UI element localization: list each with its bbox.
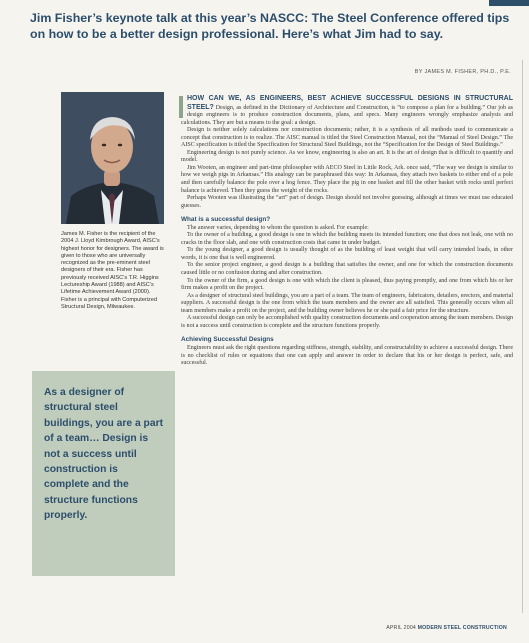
dropcap-bar [179, 96, 183, 118]
paragraph: Perhaps Wooten was illustrating the “art” part of design. Design should not involve guessing, although at times we must use educated guesses. [181, 195, 513, 209]
article-deck: Jim Fisher’s keynote talk at this year’s NASCC: The Steel Conference offered tips on how to be a better design professional. Here’s what Jim had to say. [30, 11, 510, 41]
paragraph: Engineers must ask the right questions regarding stiffness, strength, stability, and constructability to achieve a successful design. There is no checklist of rules or equations that one can apply and answer in order to declare that his or her design is perfect, safe, and successful. [181, 344, 514, 367]
paragraph: Design, as defined in the Dictionary of Architecture and Construction, is “to compose a plan for a building.” Our job as design engineers is to produce construction documents, plans, and specs. Many engineers wrongly emphasize analysis and calculations. They are but a means to the goal: a design. [181, 104, 514, 126]
subheading: What is a successful design? [181, 216, 271, 224]
lead-heading: HOW CAN WE, AS ENGINEERS, BEST ACHIEVE SUCCESSFUL DESIGNS IN STRUCTURAL STEEL? [187, 95, 513, 111]
paragraph: To the owner of a building, a good design is one in which the building meets its intended function; one that does not leak, one with no cracks in the floor slab, and one with construction costs that came in under budget. [181, 232, 513, 246]
section-tab [489, 0, 529, 6]
paragraph: The answer varies, depending to whom the question is asked. For example: [187, 224, 369, 231]
paragraph: To the young designer, a good design is usually thought of as the building of least weight that will carry intended loads, in other words, it is one that is well engineered. [181, 247, 513, 261]
subheading: Achieving Successful Designs [181, 336, 274, 344]
pull-quote: As a designer of structural steel buildings, you are a part of a team… Design is not a success until construction is complete and the structure functions properly. [32, 371, 175, 576]
paragraph: To the owner of the firm, a good design is one with which the client is pleased, thus paying promptly, and one from which his or her firm makes a profit on the project. [181, 277, 513, 292]
footer-magazine: MODERN STEEL CONSTRUCTION [417, 625, 507, 631]
author-photo [61, 92, 164, 224]
paragraph: To the senior project engineer, a good design is a building that satisfies the owner, and one for which the construction documents caused little or no confusion during and after construction. [181, 262, 513, 277]
article-body [181, 95, 513, 368]
paragraph: Engineering design is not purely science. As we know, engineering is also an art. It is the art of design that is difficult to quantify and model. [181, 149, 513, 164]
photo-caption: James M. Fisher is the recipient of the 2004 J. Lloyd Kimbrough Award, AISC’s highest honor for designers. The award is given to those who are universally recognized as the pre-eminent steel designers of their era. Fisher has previously received AISC’s T.R. Higgins Lectureship Award (1988) and AISC’s Lifetime Achievement Award (2000). Fisher is a principal with Computerized Structural Design, Milwaukee. [61, 231, 164, 310]
column-rule [522, 60, 523, 613]
byline: BY JAMES M. FISHER, PH.D., P.E. [414, 69, 511, 75]
paragraph: A successful design can only be accomplished with quality construction documents and cooperation among the team members. Design is not a success until construction is complete and the structure functions properly. [181, 315, 513, 329]
paragraph: As a designer of structural steel buildings, you are a part of a team. The team of engineers, fabricators, detailers, erectors, and material suppliers. A successful design is the one from which the team members and the owner are all satisfied. This generally occurs when all team members make a profit on the project, and the building owner believes he or she paid a fair price for the structure. [181, 292, 513, 314]
page-footer [386, 625, 507, 631]
lead-paragraph [181, 95, 513, 127]
footer-date: APRIL 2004 [386, 625, 416, 631]
paragraph: Jim Wooten, an engineer and part-time philosopher with AECO Steel in Little Rock, Ark. once said, “The way we design is similar to how we weigh pigs in Arkansas.” His analogy can be paraphrased this way: In Arkansas, they attach two baskets to either end of a pole and then carefully balance the pole over a hog fence. They place the pig in one basket and fill the other basket with rocks until perfect balance is achieved. Then they guess the weight of the rocks. [181, 164, 513, 194]
paragraph: Design is neither solely calculations nor construction documents; rather, it is a synthesis of all methods used to communicate a concept that construction is to realize. The AISC manual is titled the Steel Construction Manual, not the “Manual of Steel Design.” The AISC specification is titled the Specification for Structural Steel Buildings, not the “Specification for the Design of Steel Buildings.” [181, 127, 513, 149]
